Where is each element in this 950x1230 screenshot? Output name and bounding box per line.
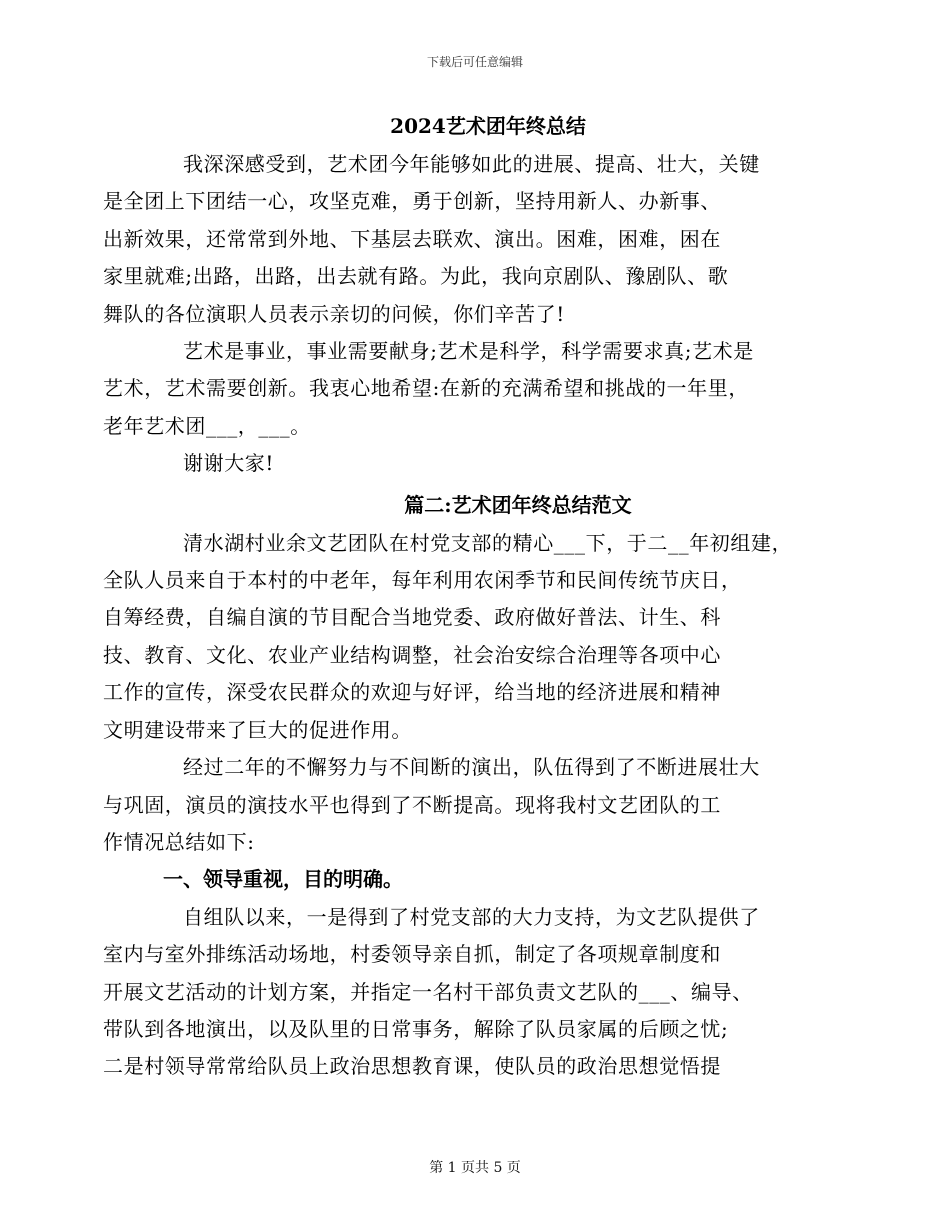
text-line: 二是村领导常常给队员上政治思想教育课，使队员的政治思想觉悟提 — [103, 1054, 721, 1079]
paragraph-2 — [103, 333, 823, 445]
text-line: 舞队的各位演职人员表示亲切的问候，你们辛苦了! — [103, 301, 565, 326]
paragraph-3 — [143, 445, 823, 482]
text-line: 出新效果，还常常到外地、下基层去联欢、演出。困难，困难，困在 — [103, 226, 721, 251]
text-line: 文明建设带来了巨大的促进作用。 — [103, 717, 412, 742]
header-note: 下载后可任意编辑 — [426, 55, 523, 69]
text-line: 清水湖村业余文艺团队在村党支部的精心___下，于二__年初组建， — [183, 530, 793, 555]
text-line: 工作的宣传，深受农民群众的欢迎与好评，给当地的经济进展和精神 — [103, 680, 721, 705]
page-footer: 第 1 页共 5 页 — [429, 1160, 521, 1176]
text-line: 开展文艺活动的计划方案，并指定一名村干部负责文艺队的___、编导、 — [103, 979, 753, 1004]
paragraph-4 — [103, 525, 823, 749]
text-line: 自筹经费，自编自演的节目配合当地党委、政府做好普法、计生、科 — [103, 605, 721, 630]
text-line: 谢谢大家! — [183, 451, 275, 476]
paragraph-1 — [103, 146, 823, 333]
text-line: 与巩固，演员的演技水平也得到了不断提高。现将我村文艺团队的工 — [103, 792, 721, 817]
paragraph-5 — [103, 749, 823, 861]
section-subtitle: 篇二:艺术团年终总结范文 — [404, 492, 632, 517]
document-title: 2024艺术团年终总结 — [390, 114, 586, 138]
part2 — [103, 525, 823, 862]
text-line: 老年艺术团___，___。 — [103, 413, 311, 438]
text-line: 家里就难;出路，出路，出去就有路。为此，我向京剧队、豫剧队、歌 — [103, 264, 729, 289]
paragraph-6 — [103, 899, 823, 1086]
text-line: 全队人员来自于本村的中老年，每年利用农闲季节和民间传统节庆日， — [103, 568, 742, 593]
document-page — [103, 112, 823, 1086]
text-line: 经过二年的不懈努力与不间断的演出，队伍得到了不断进展壮大 — [183, 755, 760, 780]
part3 — [103, 899, 823, 1086]
text-line: 艺术，艺术需要创新。我衷心地希望:在新的充满希望和挑战的一年里， — [103, 376, 749, 401]
text-line: 艺术是事业，事业需要献身;艺术是科学，科学需要求真;艺术是 — [183, 339, 754, 364]
text-line: 带队到各地演出，以及队里的日常事务，解除了队员家属的后顾之忧; — [103, 1016, 729, 1041]
text-line: 作情况总结如下: — [103, 829, 255, 854]
text-line: 技、教育、文化、农业产业结构调整，社会治安综合治理等各项中心 — [103, 642, 721, 667]
text-line: 是全团上下团结一心，攻坚克难，勇于创新，坚持用新人、办新事、 — [103, 189, 721, 214]
text-line: 自组队以来，一是得到了村党支部的大力支持，为文艺队提供了 — [183, 904, 760, 929]
section-heading: 一、领导重视，目的明确。 — [163, 867, 403, 892]
text-line: 我深深感受到，艺术团今年能够如此的进展、提高、壮大，关键 — [183, 152, 760, 176]
part1 — [103, 146, 823, 483]
text-line: 室内与室外排练活动场地，村委领导亲自抓，制定了各项规章制度和 — [103, 942, 721, 967]
